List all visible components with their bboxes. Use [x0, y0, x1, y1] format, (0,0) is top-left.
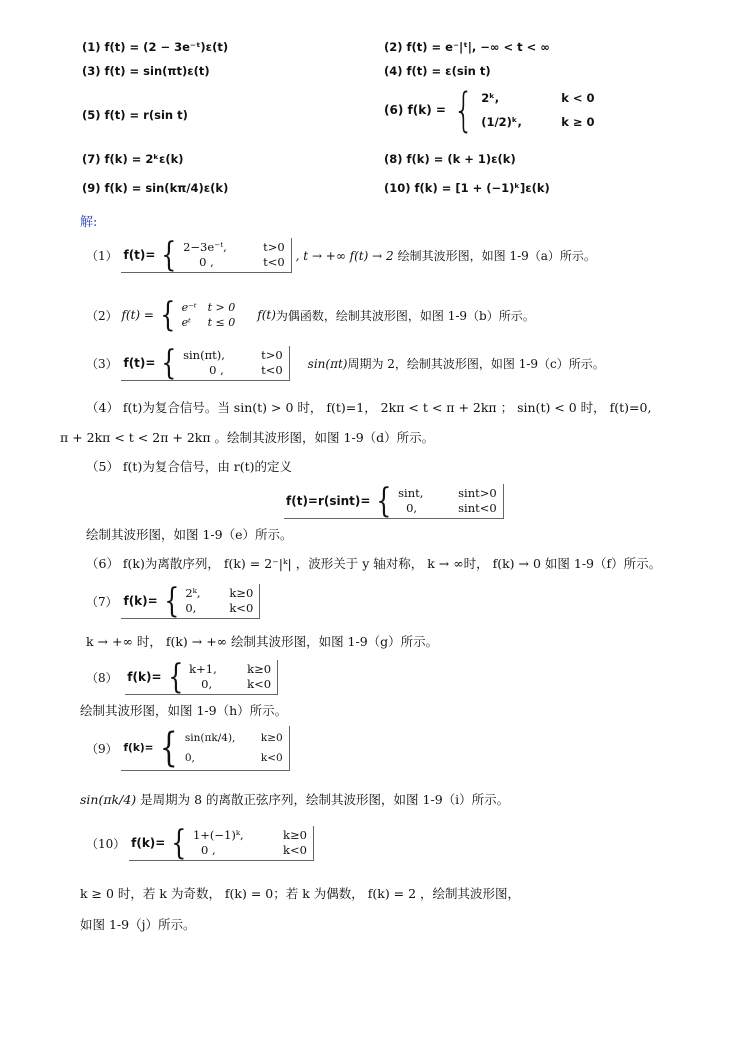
- problem-2: [384, 40, 550, 54]
- solution-5-line2: 绘制其波形图，如图 1-9（e）所示。: [86, 527, 293, 542]
- problem-expression: f(k) = (k + 1)ε(k): [406, 152, 516, 166]
- piecewise-lhs: f(t)=: [123, 356, 156, 370]
- piecewise-box: f(k)= { 1+(−1)ᵏ, k≥0 0 , k<0: [129, 826, 314, 861]
- case-condition: t > 0: [207, 301, 236, 314]
- problem-3: [82, 64, 210, 78]
- problem-number: (10): [384, 181, 411, 195]
- solution-7-line2: k → +∞ 时， f(k) → +∞ 绘制其波形图，如图 1-9（g）所示。: [86, 634, 439, 649]
- piecewise-lhs: f(t) =: [121, 308, 154, 322]
- case-value: 2ᵏ,: [185, 586, 201, 600]
- solution-text: 绘制其波形图，如图 1-9（a）所示。: [397, 249, 596, 263]
- problem-number: (6): [384, 103, 404, 117]
- case-value: 2−3e⁻ᵗ,: [183, 240, 227, 254]
- case-value: (1/2)ᵏ,: [481, 115, 522, 129]
- solution-text: 为偶函数，绘制其波形图，如图 1-9（b）所示。: [275, 308, 535, 323]
- solution-text: 是周期为 8 的离散正弦序列，绘制其波形图，如图 1-9（i）所示。: [140, 792, 510, 807]
- piecewise-lhs: f(t)=r(sint)=: [286, 494, 371, 508]
- piecewise-lhs: f(k)=: [127, 670, 162, 684]
- problem-number: (4): [384, 64, 403, 78]
- problem-number: (9): [82, 181, 101, 195]
- piecewise-lhs: f(k)=: [123, 594, 158, 608]
- piecewise-lhs: f(k)=: [131, 836, 166, 850]
- problem-expression: f(t) = (2 − 3e⁻ᵗ)ε(t): [104, 40, 229, 54]
- piecewise-box: f(t)=r(sint)= { sint, sint>0 0, sint<0: [284, 484, 504, 519]
- case-value: 0 ,: [209, 363, 224, 377]
- item-number: （1）: [86, 249, 118, 263]
- solution-8-line2: 绘制其波形图，如图 1-9（h）所示。: [80, 703, 288, 718]
- solution-10: [86, 823, 314, 863]
- case-value: e⁻ᵗ: [181, 301, 197, 314]
- case-condition: k≥0: [282, 828, 307, 842]
- solution-7: [86, 581, 260, 621]
- case-condition: k≥0: [260, 732, 283, 744]
- solution-2: （2） f(t) = { e⁻ᵗ t > 0 eᵗ t ≤ 0 f(t) 为偶函数，绘制其波形图，如图 1-9（b）所示。: [86, 295, 535, 335]
- problem-number: (2): [384, 40, 403, 54]
- solution-5-line1: （5） f(t)为复合信号，由 r(t)的定义: [86, 459, 293, 474]
- problem-expression: f(t) = r(sin t): [104, 108, 188, 122]
- solution-1: [86, 235, 596, 275]
- problem-number: (1): [82, 40, 101, 54]
- problem-expression: f(k) = [1 + (−1)ᵏ]ε(k): [414, 181, 550, 195]
- problem-1: [82, 40, 228, 54]
- case-condition: k≥0: [229, 586, 254, 600]
- problem-number: (7): [82, 152, 101, 166]
- problem-4: [384, 64, 491, 78]
- case-condition: t>0: [261, 348, 283, 362]
- solution-label: 解:: [80, 215, 98, 230]
- case-value: 0,: [184, 752, 195, 764]
- solution-8: [86, 657, 278, 697]
- problem-10: [384, 181, 550, 195]
- problem-number: (5): [82, 108, 101, 122]
- problem-6: (6) f(k) = { 2ᵏ, k < 0 (1/2)ᵏ, k ≥ 0: [384, 83, 595, 137]
- case-value: 0,: [406, 501, 418, 515]
- case-value: k+1,: [189, 662, 217, 676]
- solution-10-line2: 如图 1-9（j）所示。: [80, 917, 196, 932]
- case-value: 1+(−1)ᵏ,: [192, 828, 244, 842]
- piecewise-box: f(k)= { k+1, k≥0 0, k<0: [125, 660, 278, 695]
- solution-5-formula: [284, 481, 504, 521]
- case-value: 0,: [185, 601, 197, 615]
- item-number: （10）: [86, 837, 126, 851]
- solution-4-line1: （4） f(t)为复合信号。当 sin(t) > 0 时， f(t)=1， 2kπ < t < π + 2kπ ； sin(t) < 0 时， f(t)=0,: [86, 400, 652, 415]
- piecewise-box: f(t)= { 2−3e⁻ᵗ, t>0 0 , t<0: [121, 238, 291, 273]
- inline-math: , t → +∞ f(t) → 2: [295, 248, 394, 263]
- problem-expression: f(t) = e⁻|ᵗ|, −∞ < t < ∞: [406, 40, 550, 54]
- case-condition: k ≥ 0: [561, 115, 595, 129]
- inline-math: f(t): [257, 308, 276, 322]
- inline-math: sin(πt): [307, 356, 348, 371]
- piecewise-box: f(k)= { 2ᵏ, k≥0 0, k<0: [121, 584, 260, 619]
- case-value: sint,: [398, 486, 424, 500]
- case-condition: t<0: [263, 255, 285, 269]
- problem-expression: f(k) = sin(kπ/4)ε(k): [104, 181, 229, 195]
- problem-expression: f(t) = sin(πt)ε(t): [104, 64, 210, 78]
- problem-expression: f(k) =: [407, 103, 446, 117]
- problem-number: (3): [82, 64, 101, 78]
- case-value: 0,: [201, 677, 213, 691]
- case-condition: sint>0: [458, 486, 497, 500]
- solution-9-line2: [80, 790, 509, 808]
- case-condition: k≥0: [247, 662, 272, 676]
- case-condition: k<0: [247, 677, 272, 691]
- solution-6-line1: （6） f(k)为离散序列， f(k) = 2⁻|ᵏ| ，波形关于 y 轴对称， k → ∞时， f(k) → 0 如图 1-9（f）所示。: [86, 556, 662, 571]
- case-value: eᵗ: [181, 316, 191, 329]
- case-condition: sint<0: [458, 501, 497, 515]
- case-condition: t ≤ 0: [207, 316, 236, 329]
- solution-9: [86, 726, 290, 771]
- case-condition: k<0: [260, 752, 283, 764]
- item-number: （8）: [86, 671, 118, 685]
- problem-expression: f(k) = 2ᵏε(k): [104, 152, 184, 166]
- case-condition: t>0: [263, 240, 285, 254]
- piecewise-lhs: f(t)=: [123, 248, 156, 262]
- case-condition: k<0: [229, 601, 254, 615]
- case-condition: t<0: [261, 363, 283, 377]
- piecewise-box: f(k)= { sin(πk/4), k≥0 0, k<0: [121, 726, 289, 771]
- problem-7: [82, 152, 184, 166]
- case-value: 0 ,: [200, 843, 216, 857]
- inline-math: sin(πk/4): [80, 792, 137, 807]
- case-value: sin(πk/4),: [184, 732, 236, 744]
- case-condition: k<0: [282, 843, 307, 857]
- piecewise-box: f(t)= { sin(πt), t>0 0 , t<0: [121, 346, 289, 381]
- solution-4-line2: π + 2kπ < t < 2π + 2kπ 。绘制其波形图，如图 1-9（d）所示。: [60, 430, 435, 445]
- problem-expression: f(t) = ε(sin t): [406, 64, 491, 78]
- solution-3: [86, 343, 605, 383]
- case-condition: k < 0: [561, 91, 595, 105]
- case-value: sin(πt),: [183, 348, 225, 362]
- solution-text: 周期为 2，绘制其波形图，如图 1-9（c）所示。: [347, 357, 605, 371]
- item-number: （3）: [86, 357, 118, 371]
- item-number: （9）: [86, 742, 118, 756]
- case-value: 2ᵏ,: [481, 91, 500, 105]
- item-number: （7）: [86, 595, 118, 609]
- problem-8: [384, 152, 516, 166]
- item-number: （2）: [86, 308, 118, 323]
- problem-9: [82, 181, 228, 195]
- piecewise-lhs: f(k)=: [123, 742, 154, 754]
- problem-number: (8): [384, 152, 403, 166]
- case-value: 0 ,: [199, 255, 214, 269]
- solution-10-line1: k ≥ 0 时，若 k 为奇数， f(k) = 0；若 k 为偶数， f(k) = 2 ，绘制其波形图，: [80, 886, 521, 901]
- problem-5: [82, 108, 188, 122]
